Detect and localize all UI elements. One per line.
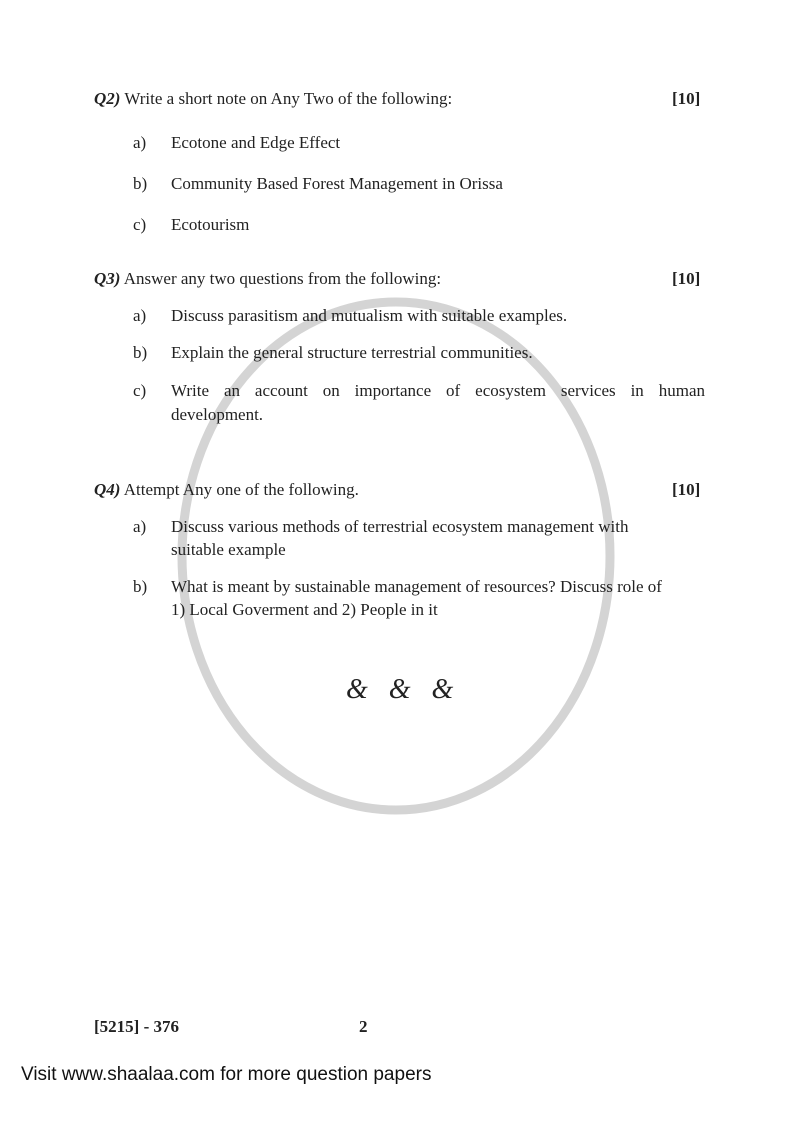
item-label: b) (133, 343, 148, 362)
item-label: c) (133, 381, 147, 400)
item-text: Discuss parasitism and mutualism with suitable examples. (171, 306, 568, 325)
item-text: What is meant by sustainable management of resources? Discuss role of (171, 577, 662, 596)
marks: [10] (672, 480, 701, 499)
marks: [10] (672, 89, 701, 108)
item-label: b) (133, 174, 148, 193)
question-3 (94, 269, 441, 289)
item-text-cont: 1) Local Goverment and 2) People in it (171, 600, 438, 619)
item-label: a) (133, 133, 147, 152)
question-2 (94, 89, 452, 109)
item-text: Explain the general structure terrestrial communities. (171, 343, 533, 362)
question-4 (94, 480, 359, 500)
question-number: Q2) (94, 89, 121, 108)
item-text: Write an account on importance of ecosystem services in human (171, 381, 705, 400)
question-text: Write a short note on Any Two of the following: (124, 89, 453, 108)
marks: [10] (672, 269, 701, 288)
question-number: Q3) (94, 269, 121, 288)
item-label: a) (133, 517, 147, 536)
item-label: a) (133, 306, 147, 325)
item-text: Ecotone and Edge Effect (171, 133, 341, 152)
page-number: 2 (359, 1017, 368, 1036)
item-text: Community Based Forest Management in Orissa (171, 174, 503, 193)
item-text-cont: development. (171, 405, 264, 424)
end-marks: & & & (346, 674, 454, 705)
item-text-cont: suitable example (171, 540, 286, 559)
paper-code: [5215] - 376 (94, 1017, 179, 1036)
question-number: Q4) (94, 480, 121, 499)
item-text: Ecotourism (171, 215, 250, 234)
question-text: Answer any two questions from the following: (123, 269, 442, 288)
item-label: b) (133, 577, 148, 596)
item-text: Discuss various methods of terrestrial ecosystem management with (171, 517, 629, 536)
item-label: c) (133, 215, 147, 234)
promo-link[interactable]: Visit www.shaalaa.com for more question papers (21, 1064, 432, 1085)
question-text: Attempt Any one of the following. (123, 480, 359, 499)
